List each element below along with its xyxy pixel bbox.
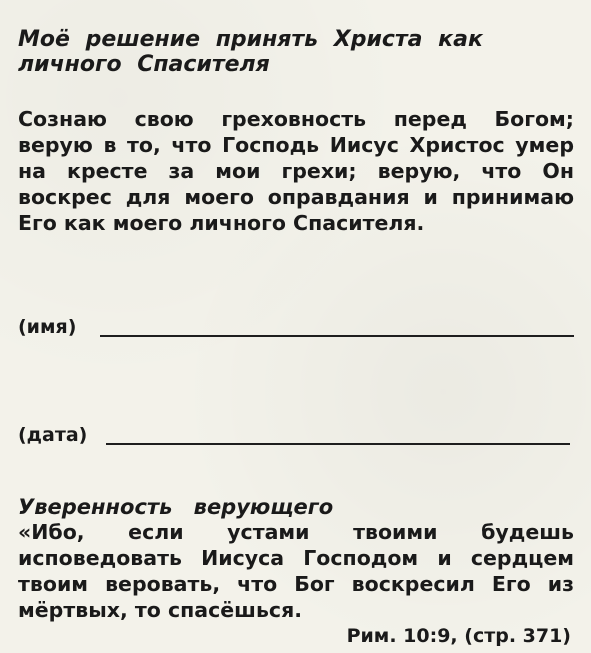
date-signature-line — [106, 443, 570, 445]
scripture-quote: «Ибо, если устами твоими будешь исповедовать Иисуса Господом и сердцем твоим веровать, что Бог воскресил Его из мёртвых, то спасёшься. — [18, 520, 574, 622]
name-label: (имя) — [18, 316, 77, 338]
name-signature-line — [100, 335, 574, 337]
scripture-reference: Рим. 10:9, (стр. 371) — [346, 625, 571, 647]
name-field — [18, 316, 574, 340]
card-title: Моё решение принять Христа как личного Спасителя — [18, 27, 483, 77]
date-label: (дата) — [18, 424, 88, 446]
assurance-title: Уверенность верующего — [18, 495, 334, 519]
date-field — [18, 424, 574, 448]
confession-statement: Сознаю свою греховность перед Богом; верую в то, что Господь Иисус Христос умер на кресте за мои грехи; верую, что Он воскрес для моего оправдания и принимаю Его как моего личного Спасителя. — [18, 107, 574, 235]
